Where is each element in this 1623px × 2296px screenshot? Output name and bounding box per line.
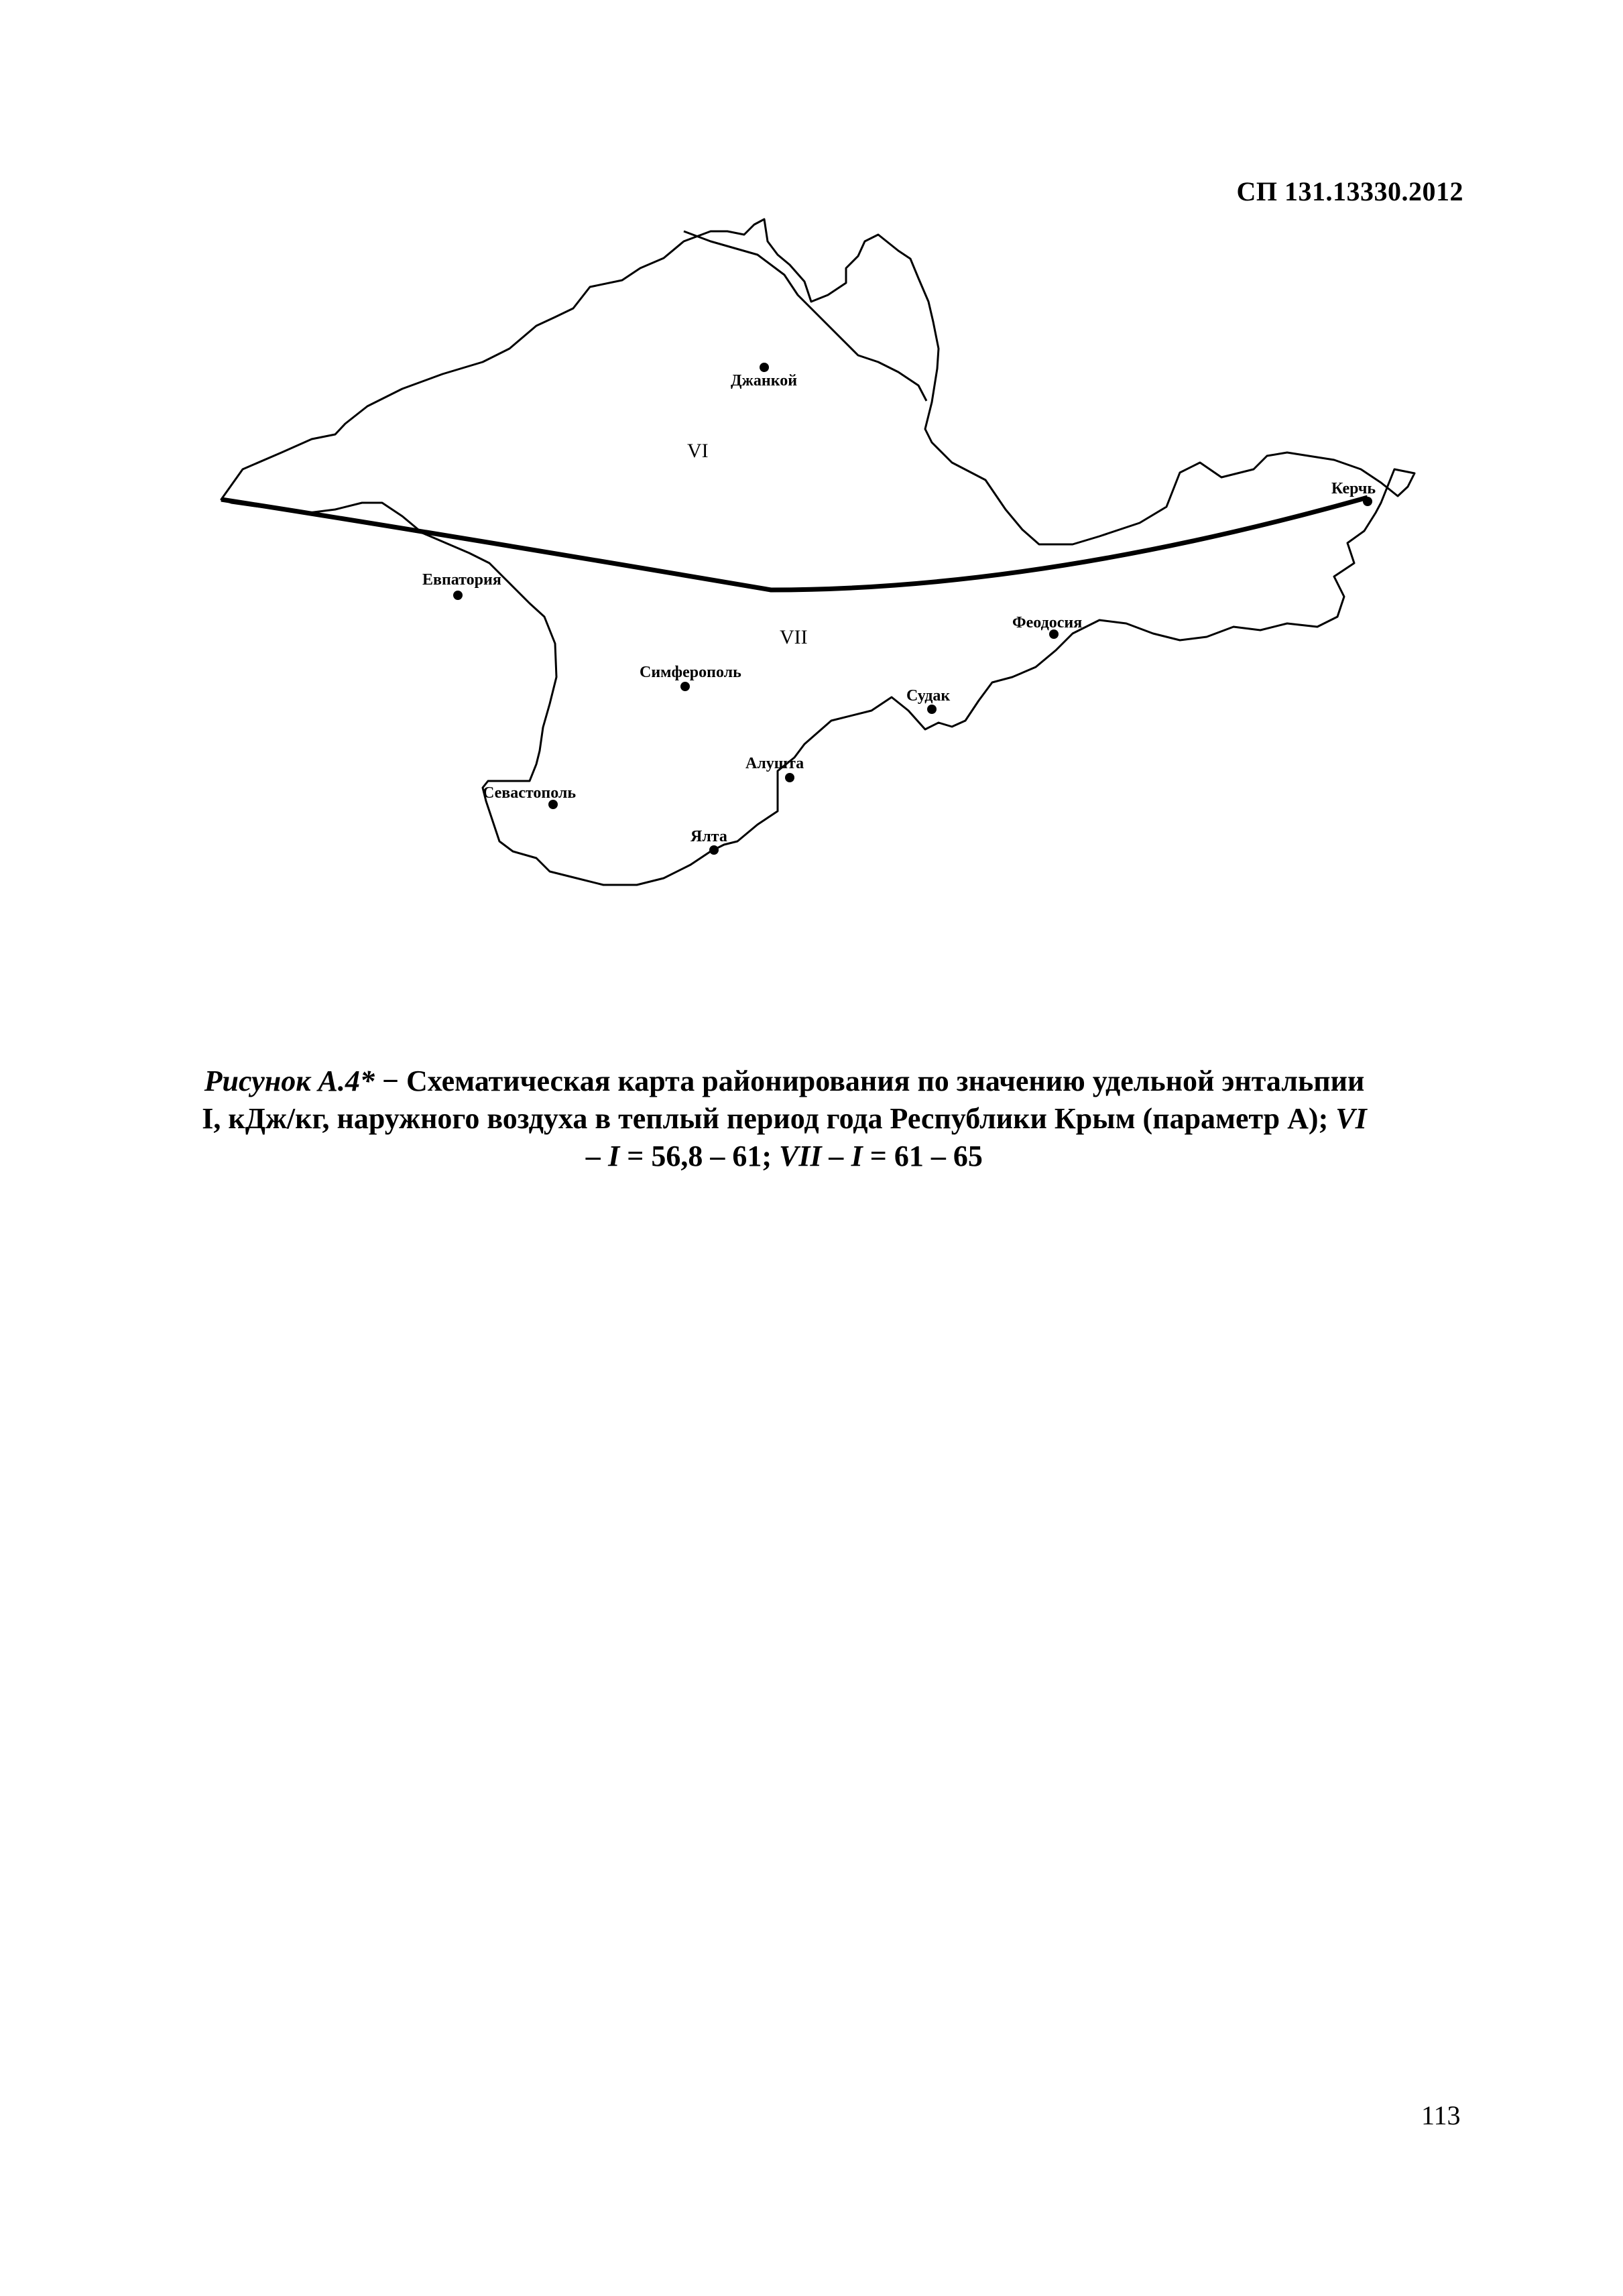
zone-vi-label: VI – I	[586, 1102, 1367, 1172]
caption-dash: −	[374, 1065, 406, 1097]
city-label-yalta: Ялта	[690, 828, 727, 845]
city-marker	[709, 845, 719, 855]
city-marker	[680, 682, 690, 691]
city-label-dzhankoy: Джанкой	[731, 372, 798, 389]
crimea-coastline	[221, 219, 1415, 885]
zone-vi-value: = 56,8 – 61;	[619, 1140, 780, 1172]
city-label-sevastopol: Севастополь	[483, 784, 577, 802]
azov-coastline	[684, 231, 926, 401]
city-label-evpatoriya: Евпатория	[422, 571, 501, 589]
city-markers	[453, 363, 1372, 855]
city-marker	[927, 705, 937, 714]
city-marker	[1363, 497, 1372, 506]
zone-vii-label: VII – I	[779, 1140, 863, 1172]
figure-caption	[194, 1063, 1374, 1175]
city-marker	[785, 773, 794, 782]
page-number: 113	[1421, 2100, 1461, 2130]
zone-vii-value: = 61 – 65	[862, 1140, 983, 1172]
caption-text: Схематическая карта районирования по значению удельной энтальпии I, кДж/кг, наружного воздуха в теплый период года Республики Крым (параметр А);	[202, 1065, 1365, 1135]
city-label-sudak: Судак	[906, 687, 951, 705]
zone-label-vii: VII	[780, 626, 808, 648]
city-label-simferopol: Симферополь	[640, 664, 741, 681]
crimea-zoning-map	[0, 0, 1623, 972]
zone-label-vi: VI	[687, 440, 709, 462]
city-label-feodosiya: Феодосия	[1012, 614, 1083, 631]
city-label-alushta: Алушта	[745, 755, 804, 772]
city-label-kerch: Керчь	[1331, 480, 1376, 497]
city-marker	[453, 591, 463, 600]
document-code: СП 131.13330.2012	[1236, 176, 1463, 206]
figure-reference: Рисунок А.4*	[204, 1065, 375, 1097]
city-marker	[760, 363, 769, 372]
